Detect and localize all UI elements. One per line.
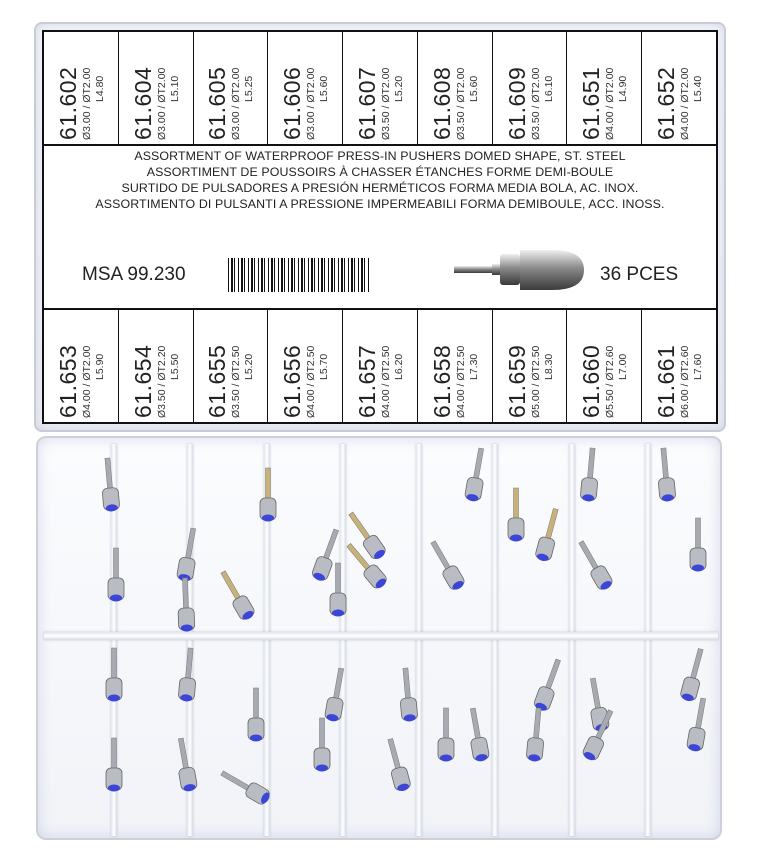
item-length: L5.20	[393, 75, 406, 102]
pusher-part	[383, 737, 412, 793]
pushers-layer	[38, 438, 722, 840]
pusher-part	[465, 707, 490, 762]
item-code: 61.606	[279, 66, 306, 140]
item-length: L7.00	[617, 353, 630, 380]
description-es: SURTIDO DE PULSADORES A PRESIÓN HERMÉTICOS FORMA MEDIA BOLA, AC. INOX.	[121, 181, 639, 195]
pusher-part	[655, 447, 676, 502]
pusher-part	[178, 647, 199, 702]
label-cell	[642, 32, 716, 144]
pusher-part	[106, 738, 122, 792]
label-cell	[119, 32, 194, 144]
item-dimensions: Ø4.00 / ØT2.00	[80, 345, 93, 418]
pusher-part	[330, 563, 346, 617]
pusher-part	[426, 538, 467, 592]
item-dimensions: Ø4.00 / ØT2.50	[380, 345, 393, 418]
pusher-part	[679, 647, 708, 703]
item-code: 61.661	[653, 344, 680, 418]
item-dimensions: Ø3.50 / ØT2.00	[380, 67, 393, 140]
item-code: 61.608	[428, 66, 455, 140]
item-length: L5.50	[168, 353, 181, 380]
item-dimensions: Ø3.00 / ØT2.00	[80, 67, 93, 140]
item-dimensions: Ø5.00 / ØT2.50	[529, 345, 542, 418]
item-length: L8.30	[542, 353, 555, 380]
pusher-part	[686, 697, 711, 752]
label-cell	[268, 32, 343, 144]
item-code: 61.609	[503, 66, 530, 140]
description-it: ASSORTIMENTO DI PULSANTI A PRESSIONE IMPERMEABILI FORMA DEMIBOULE, ACC. INOSS.	[95, 197, 665, 211]
pusher-part	[248, 688, 264, 742]
pusher-part	[177, 578, 195, 632]
label-description	[44, 148, 716, 212]
item-code: 61.654	[129, 344, 156, 418]
item-length: L5.20	[243, 353, 256, 380]
label-cell	[567, 310, 642, 422]
pusher-part	[464, 447, 489, 502]
item-length: L5.40	[692, 75, 705, 102]
item-dimensions: Ø3.00 / ØT2.00	[155, 67, 168, 140]
piece-count: 36 PCES	[600, 264, 679, 285]
item-code: 61.657	[354, 344, 381, 418]
pusher-part	[108, 548, 124, 602]
pusher-part	[106, 648, 122, 702]
pusher-illustration	[452, 240, 592, 300]
pusher-part	[216, 568, 257, 622]
item-dimensions: Ø3.50 / ØT2.00	[454, 67, 467, 140]
pusher-part	[580, 447, 601, 502]
item-length: L6.10	[542, 75, 555, 102]
item-code: 61.652	[653, 66, 680, 140]
pusher-part	[508, 488, 524, 542]
pusher-part	[314, 718, 330, 772]
pusher-part	[99, 457, 120, 512]
item-dimensions: Ø5.50 / ØT2.60	[604, 345, 617, 418]
label-cell	[343, 32, 418, 144]
item-dimensions: Ø4.00 / ØT2.00	[679, 67, 692, 140]
item-length: L5.60	[467, 75, 480, 102]
pusher-part	[173, 737, 198, 792]
barcode	[228, 258, 370, 292]
label-cell	[642, 310, 716, 422]
item-code: 61.659	[503, 344, 530, 418]
item-code: 61.655	[204, 344, 231, 418]
label-bottom-row	[44, 308, 716, 422]
pusher-part	[526, 707, 547, 762]
item-length: L5.60	[318, 75, 331, 102]
item-code: 61.651	[578, 66, 605, 140]
product-label	[42, 30, 718, 424]
item-dimensions: Ø3.50 / ØT2.50	[230, 345, 243, 418]
pusher-part	[438, 708, 454, 762]
item-dimensions: Ø3.00 / ØT2.00	[230, 67, 243, 140]
pusher-part	[260, 468, 276, 522]
label-cell	[268, 310, 343, 422]
item-dimensions: Ø4.00 / ØT2.00	[604, 67, 617, 140]
label-cell	[493, 310, 568, 422]
item-dimensions: Ø4.00 / ØT2.50	[305, 345, 318, 418]
pusher-part	[690, 518, 706, 572]
item-dimensions: Ø4.00 / ØT2.50	[454, 345, 467, 418]
pusher-part	[397, 667, 418, 722]
label-cell	[493, 32, 568, 144]
item-code: 61.604	[129, 66, 156, 140]
item-length: L5.10	[168, 75, 181, 102]
item-dimensions: Ø3.50 / ØT2.00	[529, 67, 542, 140]
compartment-tray	[36, 436, 722, 840]
item-length: L6.20	[393, 353, 406, 380]
item-dimensions: Ø6.00 / ØT2.60	[679, 345, 692, 418]
item-length: L7.60	[692, 353, 705, 380]
box-lid	[34, 22, 726, 432]
item-length: L4.80	[93, 75, 106, 102]
item-length: L5.25	[243, 75, 256, 102]
pusher-part	[324, 667, 349, 722]
item-code: 61.605	[204, 66, 231, 140]
pusher-part	[176, 527, 201, 582]
item-length: L7.30	[467, 353, 480, 380]
item-code: 61.602	[54, 66, 81, 140]
item-code: 61.660	[578, 344, 605, 418]
description-en: ASSORTMENT OF WATERPROOF PRESS-IN PUSHERS DOMED SHAPE, ST. STEEL	[134, 149, 626, 163]
label-cell	[418, 32, 493, 144]
item-length: L5.90	[93, 353, 106, 380]
item-code: 61.653	[54, 344, 81, 418]
description-fr: ASSORTIMENT DE POUSSOIRS À CHASSER ÉTANCHES FORME DEMI-BOULE	[146, 165, 614, 179]
pusher-part	[218, 766, 272, 807]
label-cell	[194, 310, 269, 422]
pusher-part	[344, 509, 388, 562]
item-length: L5.70	[318, 353, 331, 380]
label-cell	[44, 310, 119, 422]
item-code: 61.656	[279, 344, 306, 418]
item-code: 61.607	[354, 66, 381, 140]
label-cell	[418, 310, 493, 422]
item-dimensions: Ø3.50 / ØT2.20	[155, 345, 168, 418]
label-cell	[119, 310, 194, 422]
item-dimensions: Ø3.00 / ØT2.00	[305, 67, 318, 140]
item-length: L4.90	[617, 75, 630, 102]
item-code: 61.658	[428, 344, 455, 418]
pusher-part	[574, 538, 615, 592]
label-cell	[567, 32, 642, 144]
pusher-part	[534, 507, 563, 563]
reference-number: MSA 99.230	[82, 264, 186, 285]
pusher-part	[532, 657, 565, 713]
label-cell	[343, 310, 418, 422]
label-cell	[44, 32, 119, 144]
label-top-row	[44, 32, 716, 146]
label-cell	[194, 32, 269, 144]
